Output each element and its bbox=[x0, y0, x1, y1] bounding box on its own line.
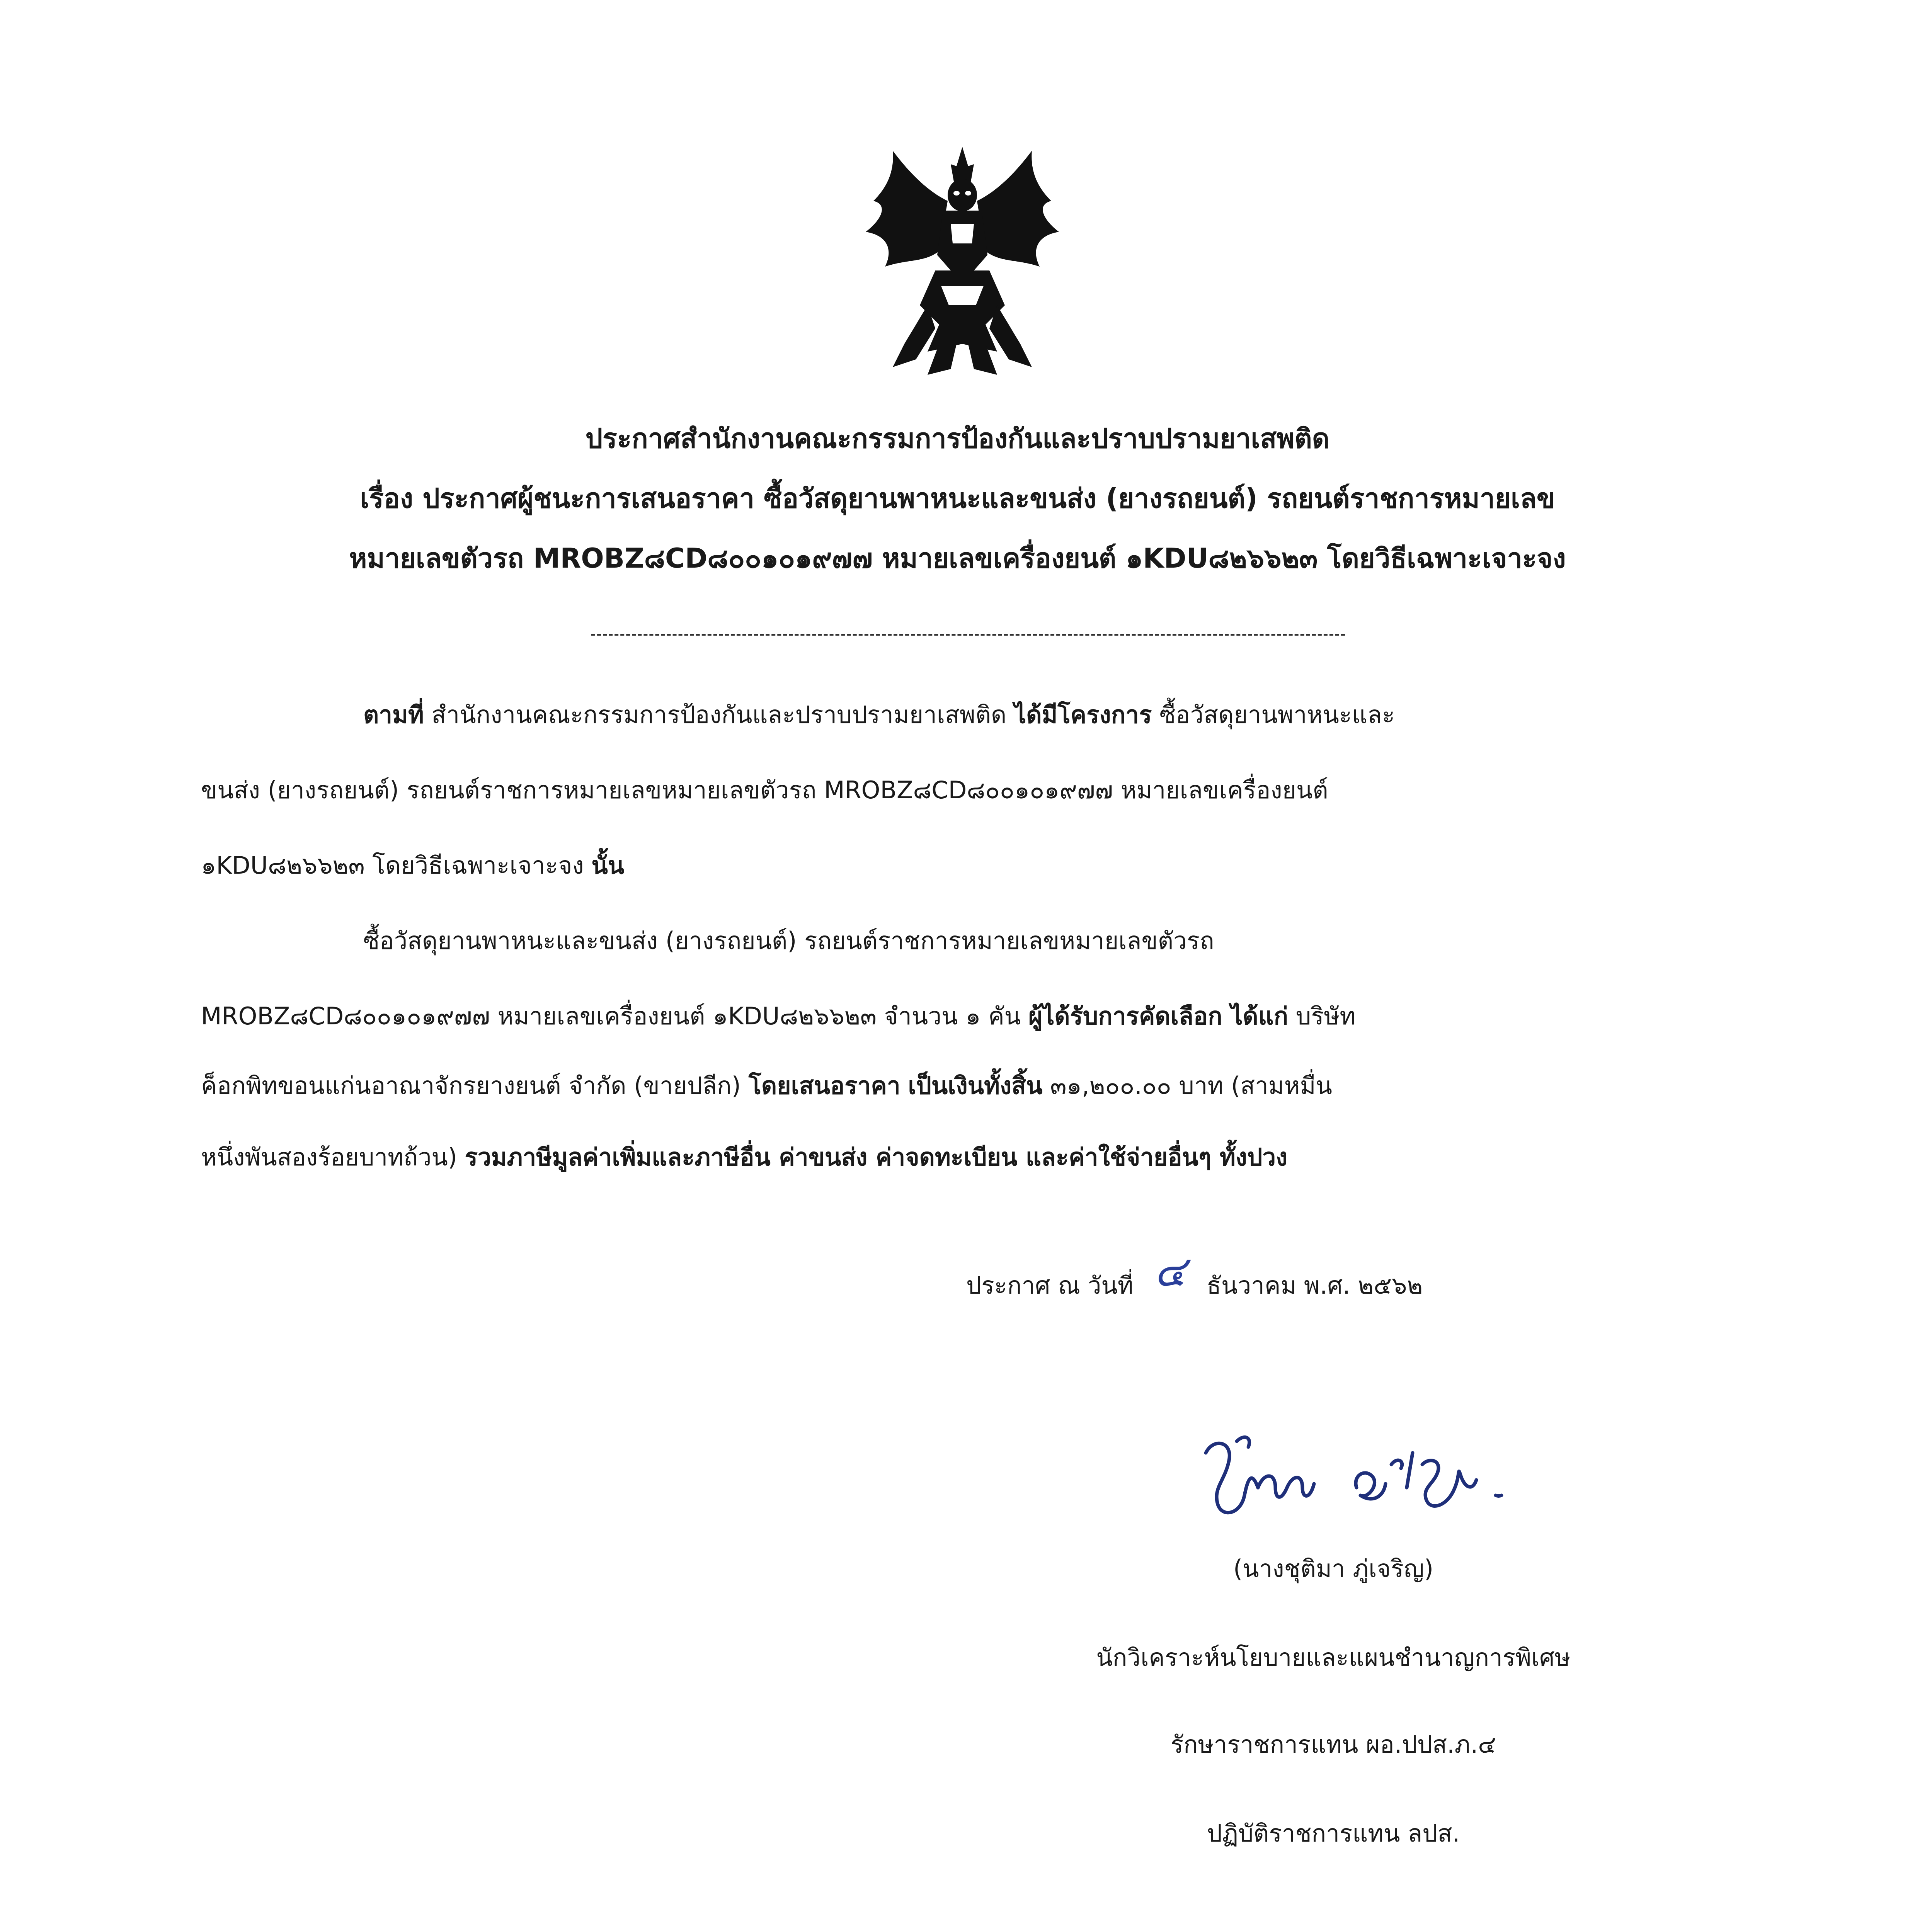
date-prefix: ประกาศ ณ วันที่ bbox=[966, 1271, 1134, 1299]
announcement-date bbox=[966, 1247, 1423, 1305]
paragraph-1-line-3 bbox=[201, 846, 624, 885]
signatory-position: นักวิเคราะห์นโยบายและแผนชำนาญการพิเศษ bbox=[1096, 1643, 1571, 1672]
signatory-acting-1: รักษาราชการแทน ผอ.ปปส.ภ.๔ bbox=[1170, 1730, 1496, 1759]
announcement-subject-line-2: หมายเลขตัวรถ MROBZ๘CD๘๐๐๑๐๑๙๗๗ หมายเลขเครื่องยนต์ ๑KDU๘๒๖๖๒๓ โดยวิธีเฉพาะเจาะจง bbox=[349, 543, 1566, 574]
date-month-year: ธันวาคม พ.ศ. ๒๕๖๒ bbox=[1207, 1271, 1423, 1299]
para1-line3: ๑KDU๘๒๖๖๒๓ โดยวิธีเฉพาะเจาะจง bbox=[201, 851, 592, 879]
date-day-handwritten: ๔ bbox=[1154, 1247, 1186, 1296]
paragraph-2-line-1: ซื้อวัสดุยานพาหนะและขนส่ง (ยางรถยนต์) รถยนต์ราชการหมายเลขหมายเลขตัวรถ bbox=[363, 927, 1214, 955]
para2-line3-text3: ๓๑,๒๐๐.๐๐ บาท (สามหมื่น bbox=[1042, 1071, 1332, 1100]
garuda-emblem-icon bbox=[858, 143, 1067, 383]
para2-line2-text2: บริษัท bbox=[1288, 1002, 1356, 1030]
para1-text1: สำนักงานคณะกรรมการป้องกันและปราบปรามยาเสพติด bbox=[424, 701, 1015, 729]
paragraph-1-line-1 bbox=[363, 696, 1395, 734]
handwritten-signature-icon bbox=[1190, 1430, 1538, 1538]
announcement-title: ประกาศสำนักงานคณะกรรมการป้องกันและปราบปรามยาเสพติด bbox=[585, 423, 1330, 454]
title-divider bbox=[591, 634, 1345, 636]
paragraph-1-line-2: ขนส่ง (ยางรถยนต์) รถยนต์ราชการหมายเลขหมายเลขตัวรถ MROBZ๘CD๘๐๐๑๐๑๙๗๗ หมายเลขเครื่องยนต์ bbox=[201, 776, 1328, 804]
para2-line3-text2 bbox=[900, 1071, 908, 1100]
signatory-acting-2: ปฏิบัติราชการแทน ลปส. bbox=[1207, 1819, 1460, 1847]
para2-line3-bold2: เป็นเงินทั้งสิ้น bbox=[908, 1071, 1043, 1100]
para2-line3-bold1: โดยเสนอราคา bbox=[748, 1071, 900, 1100]
para1-text2: ซื้อวัสดุยานพาหนะและ bbox=[1152, 701, 1395, 729]
para1-lead: ตามที่ bbox=[363, 701, 424, 729]
para2-line4-bold: รวมภาษีมูลค่าเพิ่มและภาษีอื่น ค่าขนส่ง ค่าจดทะเบียน และค่าใช้จ่ายอื่นๆ ทั้งปวง bbox=[465, 1143, 1288, 1171]
signatory-name: (นางชุติมา ภู่เจริญ) bbox=[1233, 1554, 1434, 1583]
paragraph-2-line-2 bbox=[201, 997, 1355, 1036]
para2-line3-text: ค็อกพิทขอนแก่นอาณาจักรยางยนต์ จำกัด (ขายปลีก) bbox=[201, 1071, 749, 1100]
para1-bold1: ได้มีโครงการ bbox=[1014, 701, 1152, 729]
paragraph-2-line-4 bbox=[201, 1138, 1287, 1177]
para1-line3-bold: นั้น bbox=[591, 851, 625, 879]
paragraph-2-line-3 bbox=[201, 1066, 1332, 1105]
para2-line4-text: หนึ่งพันสองร้อยบาทถ้วน) bbox=[201, 1143, 465, 1171]
announcement-subject-line-1: เรื่อง ประกาศผู้ชนะการเสนอราคา ซื้อวัสดุยานพาหนะและขนส่ง (ยางรถยนต์) รถยนต์ราชการหมายเลข bbox=[360, 483, 1555, 514]
para2-line2-text: MROBZ๘CD๘๐๐๑๐๑๙๗๗ หมายเลขเครื่องยนต์ ๑KDU๘๒๖๖๒๓ จำนวน ๑ คัน bbox=[201, 1002, 1028, 1030]
para2-line2-bold: ผู้ได้รับการคัดเลือก ได้แก่ bbox=[1028, 1002, 1289, 1030]
